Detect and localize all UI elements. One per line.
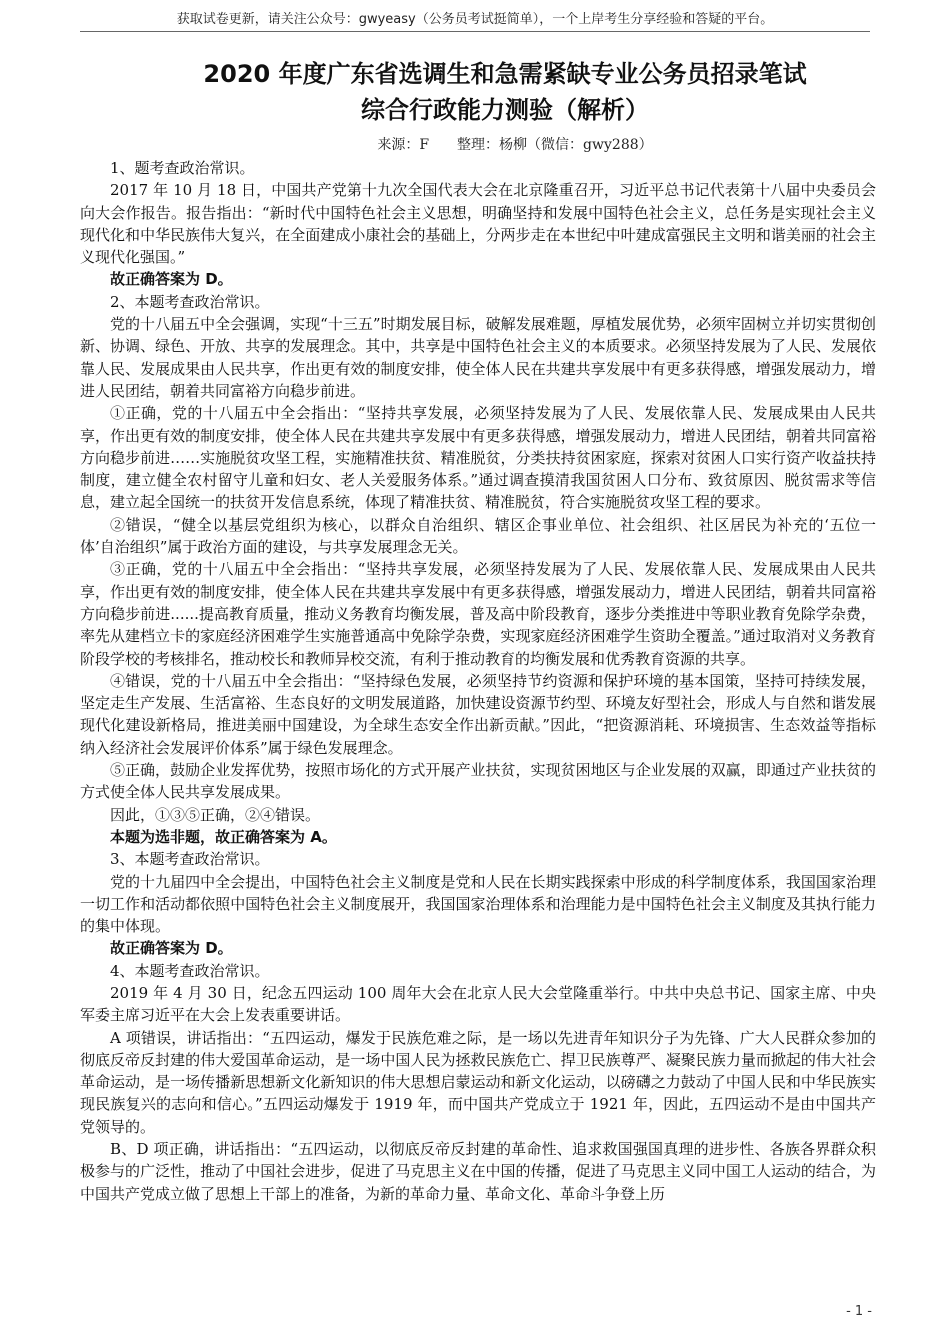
document-title-line1: 2020 年度广东省选调生和急需紧缺专业公务员招录笔试 <box>203 60 807 88</box>
page-number: - 1 - <box>846 1304 872 1319</box>
paragraph: 党的十八届五中全会强调，实现“十三五”时期发展目标，破解发展难题，厚植发展优势，必须牢固树立并切实贯彻创新、协调、绿色、开放、共享的发展理念。其中，共享是中国特色社会主义的本质要求。必须坚持发展为了人民、发展依靠人民、发展成果由人民共享，作出更有效的制度安排，使全体人民在共建共享发展中有更多获得感，增强发展动力，增进人民团结，朝着共同富裕方向稳步前进。 <box>80 315 876 400</box>
paragraph: ④错误，党的十八届五中全会指出：“坚持绿色发展，必须坚持节约资源和保护环境的基本国策，坚持可持续发展，坚定走生产发展、生活富裕、生态良好的文明发展道路，加快建设资源节约型、环境友好型社会，形成人与自然和谐发展现代化建设新格局，推进美丽中国建设，为全球生态安全作出新贡献。”因此，“把资源消耗、环境损害、生态效益等指标纳入经济社会发展评价体系”属于绿色发展理念。 <box>80 671 876 757</box>
question-heading: 4、本题考查政治常识。 <box>110 961 270 980</box>
question-heading: 1、题考查政治常识。 <box>110 159 255 177</box>
answer-text: 故正确答案为 D。 <box>110 270 233 289</box>
paragraph: ①正确，党的十八届五中全会指出：“坚持共享发展，必须坚持发展为了人民、发展依靠人民、发展成果由人民共享，作出更有效的制度安排，使全体人民在共建共享发展中有更多获得感，增强发展动力，增进人民团结，朝着共同富裕方向稳步前进……实施脱贫攻坚工程，实施精准扶贫、精准脱贫，分类扶持贫困家庭，探索对贫困人口实行资产收益扶持制度，建立健全农村留守儿童和妇女、老人关爱服务体系。”通过调查摸清我国贫困人口分布、致贫原因、脱贫需求等信息，建立起全国统一的扶贫开发信息系统，体现了精准扶贫、精准脱贫，符合实施脱贫攻坚工程的要求。 <box>80 404 876 512</box>
answer-line <box>80 937 876 959</box>
paragraph: 党的十九届四中全会提出，中国特色社会主义制度是党和人民在长期实践探索中形成的科学制度体系，我国国家治理一切工作和活动都依照中国特色社会主义制度展开，我国国家治理体系和治理能力是中国特色社会主义制度及其执行能力的集中体现。 <box>80 872 876 936</box>
answer-line <box>80 268 876 290</box>
paragraph: 因此，①③⑤正确，②④错误。 <box>110 805 321 824</box>
top-notice: 获取试卷更新，请关注公众号：gwyeasy（公务员考试挺简单），一个上岸考生分享经验和答疑的平台。 <box>176 12 774 27</box>
paragraph: B、D 项正确，讲话指出：“五四运动，以彻底反帝反封建的革命性、追求救国强国真理的进步性、各族各界群众积极参与的广泛性，推动了中国社会进步，促进了马克思主义在中国的传播，促进了马克思主义同中国工人运动的结合，为中国共产党成立做了思想上干部上的准备，为新的革命力量、革命文化、革命斗争登上历 <box>80 1140 876 1203</box>
question-heading: 2、本题考查政治常识。 <box>110 292 270 311</box>
paragraph: 2017 年 10 月 18 日，中国共产党第十九次全国代表大会在北京隆重召开，习近平总书记代表第十八届中央委员会向大会作报告。报告指出：“新时代中国特色社会主义思想，明确坚持和发展中国特色社会主义，总任务是实现社会主义现代化和中华民族伟大复兴，在全面建成小康社会的基础上，分两步走在本世纪中叶建成富强民主文明和谐美丽的社会主义现代化强国。” <box>80 181 876 267</box>
answer-text: 故正确答案为 D。 <box>110 939 233 958</box>
header-divider <box>80 31 870 32</box>
paragraph: ⑤正确，鼓励企业发挥优势，按照市场化的方式开展产业扶贫，实现贫困地区与企业发展的双赢，即通过产业扶贫的方式使全体人民共享发展成果。 <box>80 761 876 802</box>
document-body <box>80 157 876 1205</box>
document-title-line2: 综合行政能力测验（解析） <box>361 96 649 124</box>
question-heading: 3、本题考查政治常识。 <box>110 850 270 869</box>
answer-line <box>80 826 876 848</box>
paragraph: ③正确，党的十八届五中全会指出：“坚持共享发展，必须坚持发展为了人民、发展依靠人民、发展成果由人民共享，作出更有效的制度安排，使全体人民在共建共享发展中有更多获得感，增强发展动力，增进人民团结，朝着共同富裕方向稳步前进......提高教育质量，推动义务教育均衡发展，普及高中阶段教育，逐步分类推进中等职业教育免除学杂费，率先从建档立卡的家庭经济困难学生实施普通高中免除学杂费，实现家庭经济困难学生资助全覆盖。”通过取消对义务教育阶段学校的考核排名，推动校长和教师异校交流，有利于推动教育的均衡发展和优秀教育资源的共享。 <box>80 560 876 668</box>
answer-text: 本题为选非题，故正确答案为 A。 <box>110 827 337 846</box>
document-source: 来源：F 整理：杨柳（微信：gwy288） <box>377 137 653 153</box>
paragraph: ②错误，“健全以基层党组织为核心，以群众自治组织、辖区企事业单位、社会组织、社区居民为补充的‘五位一体’自治组织”属于政治方面的建设，与共享发展理念无关。 <box>80 515 876 557</box>
paragraph: 2019 年 4 月 30 日，纪念五四运动 100 周年大会在北京人民大会堂隆重举行。中共中央总书记、国家主席、中央军委主席习近平在大会上发表重要讲话。 <box>80 983 876 1025</box>
paragraph: A 项错误，讲话指出：“五四运动，爆发于民族危难之际，是一场以先进青年知识分子为先锋、广大人民群众参加的彻底反帝反封建的伟大爱国革命运动，是一场中国人民为拯救民族危亡、捍卫民族尊严、凝聚民族力量而掀起的伟大社会革命运动，是一场传播新思想新文化新知识的伟大思想启蒙运动和新文化运动，以磅礴之力鼓动了中国人民和中华民族实现民族复兴的志向和信心。”五四运动爆发于 1919 年，而中国共产党成立于 1921 年，因此，五四运动不是由中国共产党领导的。 <box>80 1028 876 1136</box>
